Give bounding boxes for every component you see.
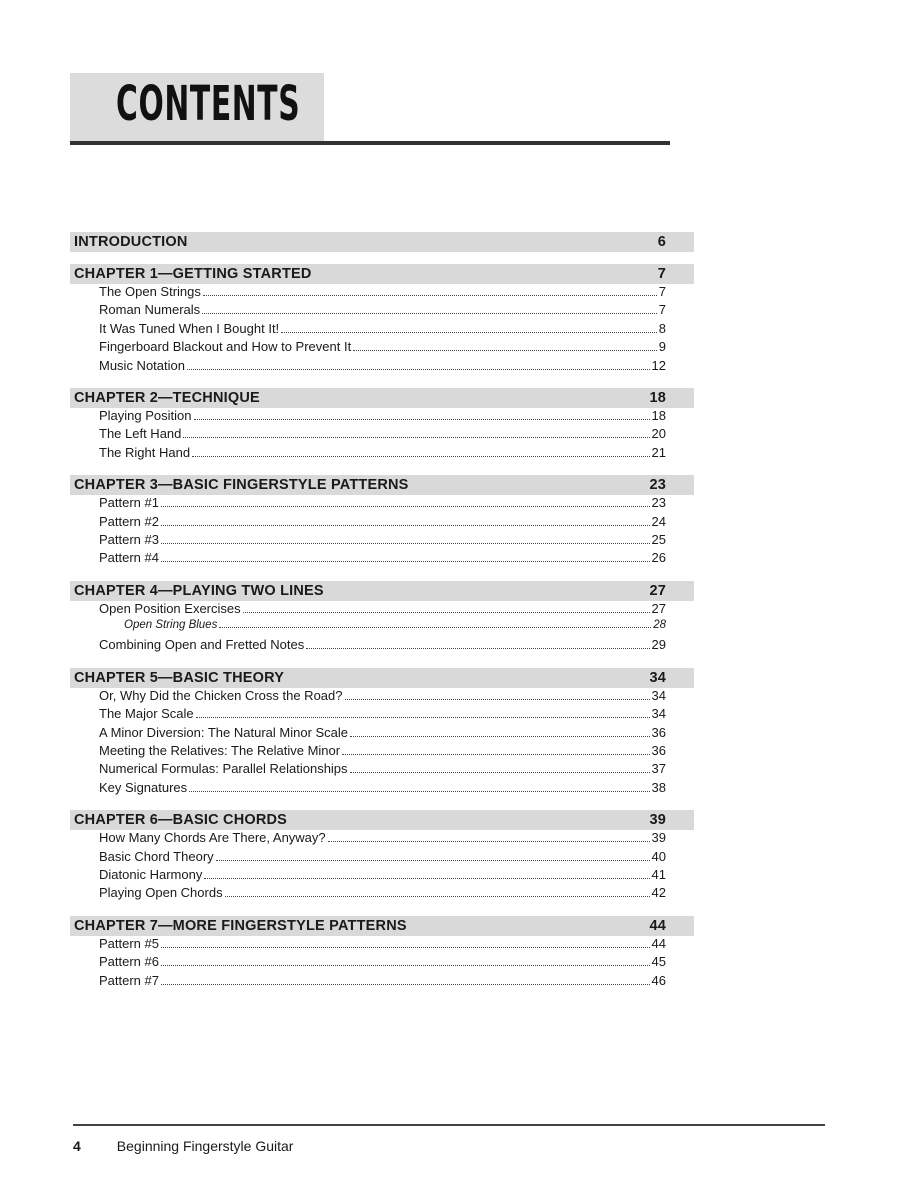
entry-label: Playing Position bbox=[99, 407, 192, 423]
toc-entry[interactable] bbox=[70, 743, 694, 761]
footer bbox=[73, 1138, 293, 1154]
dot-leader bbox=[219, 627, 651, 628]
entry-label: Basic Chord Theory bbox=[99, 848, 214, 864]
dot-leader bbox=[183, 437, 649, 438]
chapter-heading[interactable] bbox=[70, 475, 694, 495]
chapter-page: 6 bbox=[657, 234, 666, 250]
toc-entry[interactable] bbox=[70, 445, 694, 463]
toc-entry[interactable] bbox=[70, 936, 694, 954]
toc-entry[interactable] bbox=[70, 867, 694, 885]
entry-page: 8 bbox=[658, 320, 666, 336]
chapter-title: CHAPTER 5—BASIC THEORY bbox=[74, 669, 285, 686]
dot-leader bbox=[345, 699, 650, 700]
entry-page: 7 bbox=[658, 284, 666, 299]
toc-entry[interactable] bbox=[70, 688, 694, 706]
entry-label: Open String Blues bbox=[124, 619, 218, 632]
entry-label: Diatonic Harmony bbox=[99, 866, 203, 882]
chapter-section bbox=[70, 475, 694, 569]
toc-entry[interactable] bbox=[70, 532, 694, 550]
dot-leader bbox=[161, 506, 650, 507]
entry-page: 40 bbox=[651, 848, 666, 864]
entry-label: Pattern #7 bbox=[99, 972, 159, 988]
entry-page: 36 bbox=[651, 724, 666, 740]
toc-entry[interactable] bbox=[70, 550, 694, 568]
toc-entry[interactable] bbox=[70, 885, 694, 903]
dot-leader bbox=[189, 791, 649, 792]
entry-page: 45 bbox=[651, 954, 666, 970]
dot-leader bbox=[194, 419, 650, 420]
entry-label: Pattern #1 bbox=[99, 495, 159, 511]
chapter-section bbox=[70, 232, 694, 252]
toc-entry[interactable] bbox=[70, 830, 694, 848]
chapter-title: INTRODUCTION bbox=[74, 234, 188, 250]
toc-entry[interactable] bbox=[70, 849, 694, 867]
entry-page: 26 bbox=[651, 550, 666, 566]
chapter-heading[interactable] bbox=[70, 810, 694, 830]
footer-divider bbox=[73, 1124, 825, 1126]
toc-entry[interactable] bbox=[70, 284, 694, 302]
entry-page: 20 bbox=[651, 426, 666, 442]
entry-page: 25 bbox=[651, 531, 666, 547]
entry-label: Pattern #3 bbox=[99, 531, 159, 547]
chapter-page: 27 bbox=[649, 582, 666, 599]
entry-label: How Many Chords Are There, Anyway? bbox=[99, 830, 326, 846]
dot-leader bbox=[192, 456, 649, 457]
entry-page: 38 bbox=[651, 779, 666, 795]
chapter-page: 34 bbox=[649, 669, 666, 686]
dot-leader bbox=[203, 295, 657, 296]
toc-entry[interactable] bbox=[70, 973, 694, 991]
entry-page: 34 bbox=[651, 706, 666, 722]
chapter-page: 44 bbox=[649, 917, 666, 934]
toc-entry[interactable] bbox=[70, 780, 694, 798]
entry-page: 37 bbox=[651, 761, 666, 777]
entry-label: The Left Hand bbox=[99, 426, 182, 442]
dot-leader bbox=[202, 313, 657, 314]
entry-label: Open Position Exercises bbox=[99, 600, 241, 616]
entry-page: 39 bbox=[651, 830, 666, 846]
entry-page: 41 bbox=[651, 866, 666, 882]
footer-page-number: 4 bbox=[73, 1138, 81, 1154]
toc-entry[interactable] bbox=[70, 358, 694, 376]
chapter-page: 39 bbox=[649, 812, 666, 829]
chapter-heading[interactable] bbox=[70, 581, 694, 601]
chapter-title: CHAPTER 3—BASIC FINGERSTYLE PATTERNS bbox=[74, 477, 409, 494]
entry-page: 9 bbox=[658, 339, 666, 355]
page-title: CONTENTS bbox=[116, 76, 301, 132]
chapter-page: 23 bbox=[649, 477, 666, 494]
toc-entry[interactable] bbox=[70, 601, 694, 619]
table-of-contents bbox=[70, 232, 694, 1003]
dot-leader bbox=[161, 525, 650, 526]
entry-label: Roman Numerals bbox=[99, 302, 201, 318]
entry-page: 46 bbox=[651, 972, 666, 988]
entry-label: A Minor Diversion: The Natural Minor Scale bbox=[99, 724, 349, 740]
dot-leader bbox=[243, 612, 650, 613]
dot-leader bbox=[187, 369, 650, 370]
entry-label: Fingerboard Blackout and How to Prevent It bbox=[99, 339, 352, 355]
entry-page: 34 bbox=[651, 687, 666, 703]
entry-label: The Major Scale bbox=[99, 706, 194, 722]
dot-leader bbox=[306, 648, 649, 649]
entry-page: 24 bbox=[651, 513, 666, 529]
dot-leader bbox=[342, 754, 649, 755]
entry-label: Numerical Formulas: Parallel Relationships bbox=[99, 761, 348, 777]
chapter-heading[interactable] bbox=[70, 232, 694, 252]
entry-page: 42 bbox=[651, 885, 666, 901]
entry-page: 21 bbox=[651, 444, 666, 460]
chapter-page: 18 bbox=[649, 389, 666, 406]
dot-leader bbox=[350, 736, 650, 737]
toc-entry[interactable] bbox=[70, 514, 694, 532]
toc-entry[interactable] bbox=[70, 302, 694, 320]
entry-page: 23 bbox=[651, 495, 666, 511]
dot-leader bbox=[353, 350, 657, 351]
toc-entry[interactable] bbox=[70, 706, 694, 724]
dot-leader bbox=[281, 332, 657, 333]
chapter-heading[interactable] bbox=[70, 388, 694, 408]
entry-label: Playing Open Chords bbox=[99, 885, 223, 901]
entry-label: Pattern #4 bbox=[99, 550, 159, 566]
entry-page: 18 bbox=[651, 407, 666, 423]
toc-entry[interactable] bbox=[70, 495, 694, 513]
entry-page: 27 bbox=[651, 600, 666, 616]
entry-label: Music Notation bbox=[99, 357, 185, 373]
toc-entry[interactable] bbox=[70, 725, 694, 743]
entry-label: Combining Open and Fretted Notes bbox=[99, 637, 305, 653]
chapter-section bbox=[70, 668, 694, 798]
dot-leader bbox=[161, 984, 650, 985]
entry-label: Pattern #5 bbox=[99, 935, 159, 951]
toc-entry[interactable] bbox=[70, 637, 694, 655]
toc-entry[interactable] bbox=[70, 426, 694, 444]
chapter-title: CHAPTER 2—TECHNIQUE bbox=[74, 389, 260, 406]
toc-entry[interactable] bbox=[70, 321, 694, 339]
toc-entry[interactable] bbox=[70, 761, 694, 779]
chapter-title: CHAPTER 4—PLAYING TWO LINES bbox=[74, 582, 324, 599]
chapter-section bbox=[70, 916, 694, 991]
dot-leader bbox=[216, 860, 650, 861]
dot-leader bbox=[161, 965, 650, 966]
entry-label: Pattern #2 bbox=[99, 513, 159, 529]
entry-label: Meeting the Relatives: The Relative Minor bbox=[99, 743, 341, 759]
footer-book-title: Beginning Fingerstyle Guitar bbox=[116, 1138, 294, 1154]
entry-label: Or, Why Did the Chicken Cross the Road? bbox=[99, 687, 343, 703]
dot-leader bbox=[204, 878, 649, 879]
entry-page: 7 bbox=[658, 302, 666, 318]
toc-entry[interactable] bbox=[70, 408, 694, 426]
toc-entry[interactable] bbox=[70, 339, 694, 357]
chapter-heading[interactable] bbox=[70, 264, 694, 284]
dot-leader bbox=[196, 717, 650, 718]
entry-label: The Open Strings bbox=[99, 284, 201, 299]
entry-label: Key Signatures bbox=[99, 779, 188, 795]
entry-page: 29 bbox=[651, 637, 666, 653]
entry-page: 12 bbox=[651, 357, 666, 373]
title-divider bbox=[70, 141, 670, 145]
chapter-heading[interactable] bbox=[70, 668, 694, 688]
entry-page: 28 bbox=[653, 619, 666, 632]
toc-subentry[interactable] bbox=[70, 619, 694, 637]
chapter-section bbox=[70, 264, 694, 376]
dot-leader bbox=[225, 896, 650, 897]
entry-page: 36 bbox=[651, 743, 666, 759]
chapter-section bbox=[70, 581, 694, 656]
chapter-heading[interactable] bbox=[70, 916, 694, 936]
chapter-title: CHAPTER 1—GETTING STARTED bbox=[74, 266, 312, 282]
dot-leader bbox=[161, 947, 650, 948]
entry-page: 44 bbox=[651, 935, 666, 951]
dot-leader bbox=[161, 543, 650, 544]
entry-label: Pattern #6 bbox=[99, 954, 159, 970]
entry-label: It Was Tuned When I Bought It! bbox=[99, 320, 280, 336]
toc-entry[interactable] bbox=[70, 954, 694, 972]
dot-leader bbox=[328, 841, 650, 842]
chapter-page: 7 bbox=[657, 266, 666, 282]
chapter-section bbox=[70, 388, 694, 463]
entry-label: The Right Hand bbox=[99, 444, 191, 460]
dot-leader bbox=[161, 561, 650, 562]
chapter-title: CHAPTER 6—BASIC CHORDS bbox=[74, 812, 288, 829]
chapter-section bbox=[70, 810, 694, 904]
chapter-title: CHAPTER 7—MORE FINGERSTYLE PATTERNS bbox=[74, 917, 407, 934]
dot-leader bbox=[350, 772, 650, 773]
